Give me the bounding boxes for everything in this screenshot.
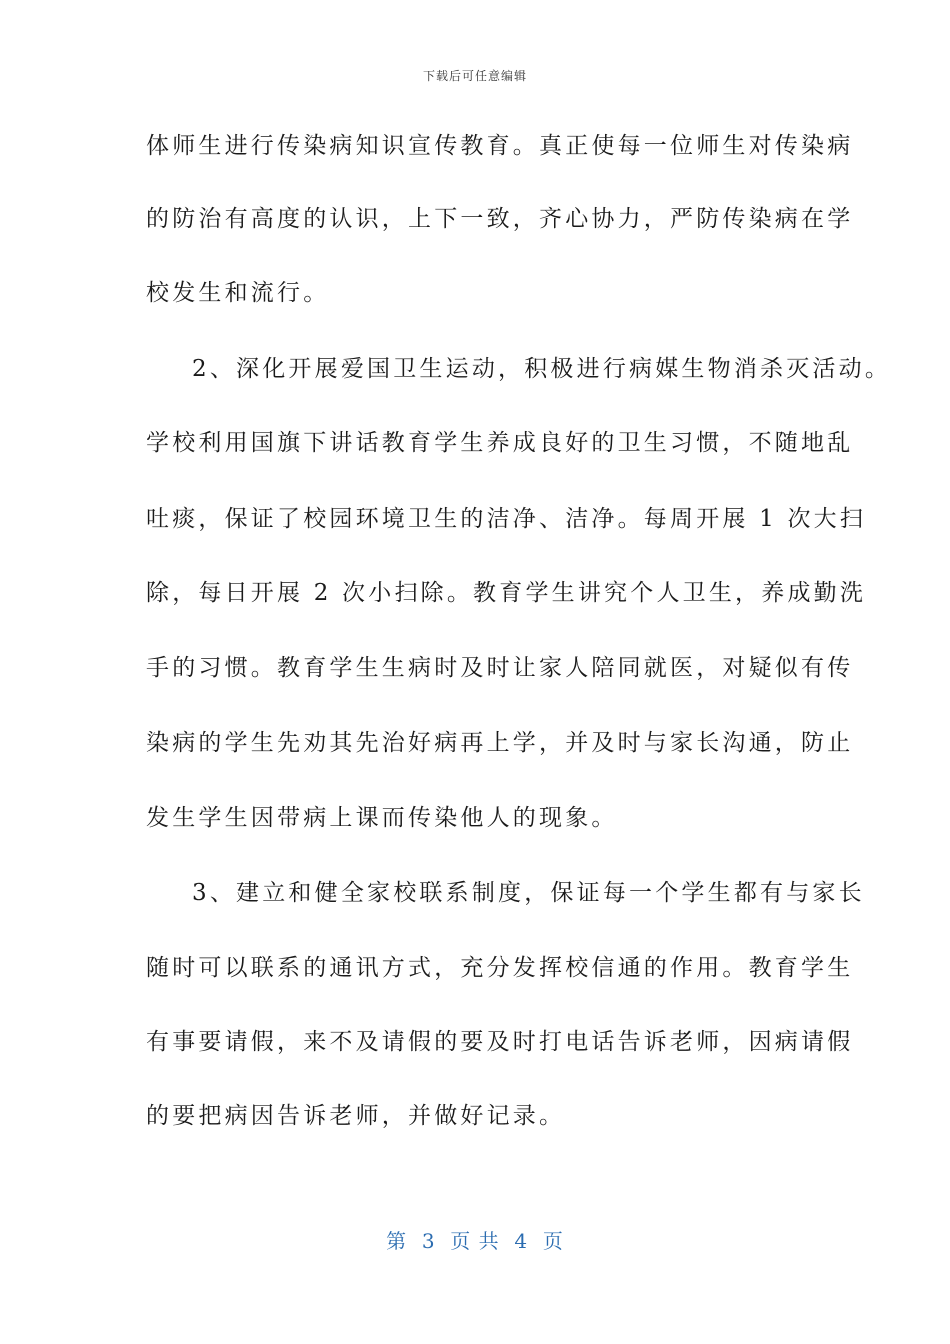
paragraph-start-line: 3、建立和健全家校联系制度，保证每一个学生都有与家长 bbox=[192, 880, 865, 906]
body-line: 染病的学生先劝其先治好病再上学，并及时与家长沟通，防止 bbox=[146, 730, 854, 756]
body-line: 学校利用国旗下讲话教育学生养成良好的卫生习惯，不随地乱 bbox=[146, 430, 854, 456]
body-line: 校发生和流行。 bbox=[146, 280, 330, 306]
body-line: 的要把病因告诉老师，并做好记录。 bbox=[146, 1103, 566, 1129]
body-line: 除，每日开展 2 次小扫除。教育学生讲究个人卫生，养成勤洗 bbox=[146, 580, 867, 606]
body-line: 手的习惯。教育学生生病时及时让家人陪同就医，对疑似有传 bbox=[146, 655, 854, 681]
body-line: 发生学生因带病上课而传染他人的现象。 bbox=[146, 805, 618, 831]
body-line: 随时可以联系的通讯方式，充分发挥校信通的作用。教育学生 bbox=[146, 955, 854, 981]
page-number-footer: 第 3 页 共 4 页 bbox=[386, 1229, 564, 1253]
body-line: 吐痰，保证了校园环境卫生的洁净、洁净。每周开展 1 次大扫 bbox=[146, 506, 867, 532]
body-line: 体师生进行传染病知识宣传教育。真正使每一位师生对传染病 bbox=[146, 133, 854, 159]
paragraph-start-line: 2、深化开展爱国卫生运动，积极进行病媒生物消杀灭活动。 bbox=[192, 356, 892, 382]
page-header-note: 下载后可任意编辑 bbox=[422, 69, 527, 83]
body-line: 有事要请假，来不及请假的要及时打电话告诉老师，因病请假 bbox=[146, 1029, 854, 1055]
body-line: 的防治有高度的认识，上下一致，齐心协力，严防传染病在学 bbox=[146, 206, 854, 232]
